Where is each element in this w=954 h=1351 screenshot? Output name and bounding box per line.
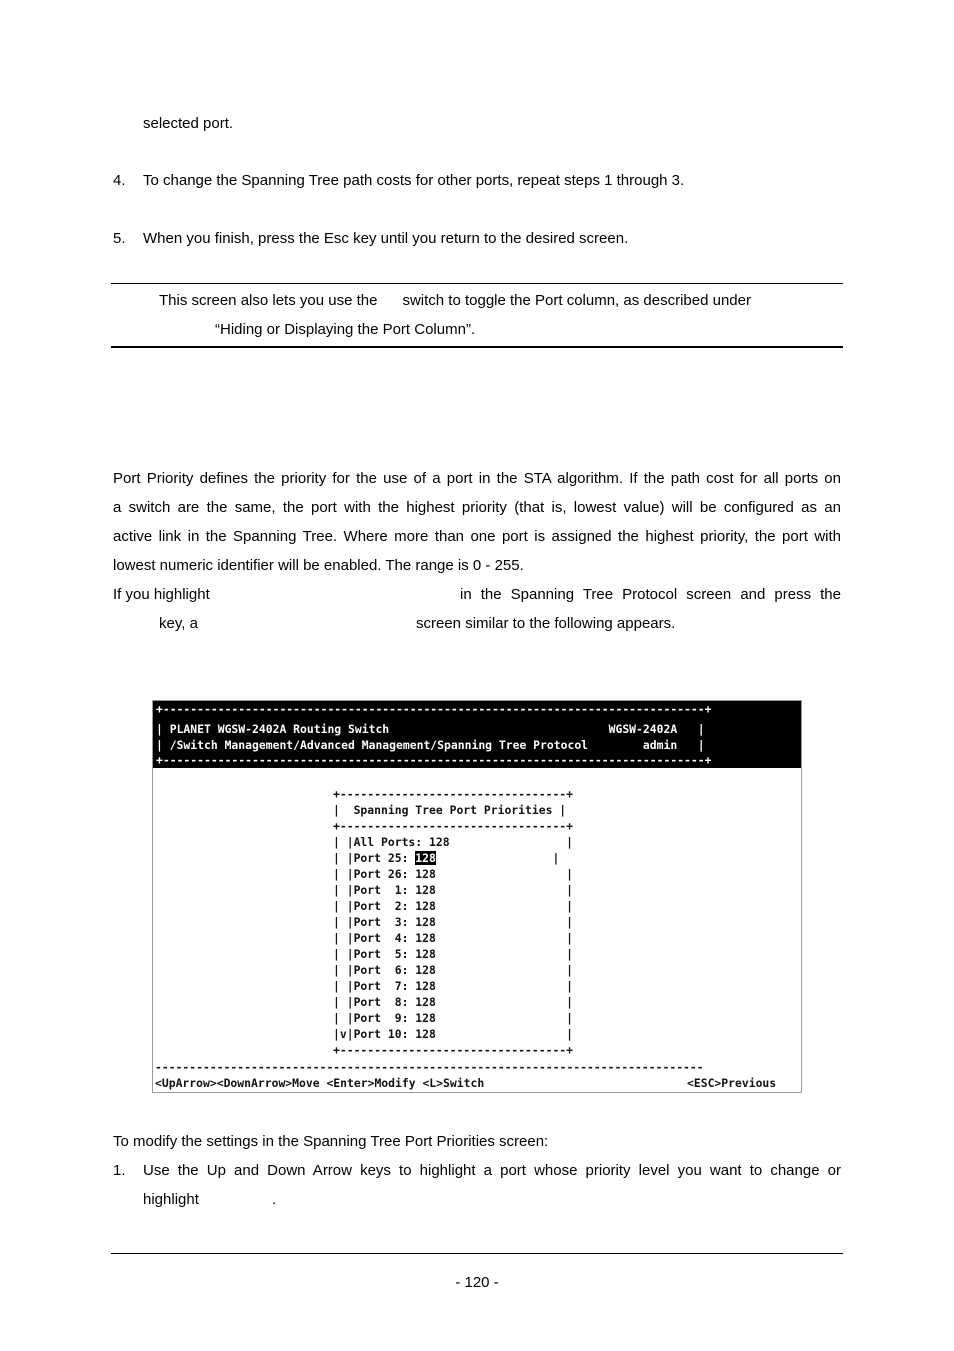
header-path-line: | /Switch Management/Advanced Management/Spanning Tree Protocol admin | [156, 738, 705, 752]
footer-rule: -------------------------------------------------------------------------------- [155, 1060, 704, 1074]
port-row[interactable]: | |Port 3: 128 | [333, 915, 574, 929]
step-1-number: 1. [113, 1162, 126, 1179]
priorities-box-bottom: +---------------------------------+ [333, 1043, 574, 1057]
modify-intro: To modify the settings in the Spanning Tree Port Priorities screen: [113, 1133, 549, 1150]
port-row[interactable]: | |Port 9: 128 | [333, 1011, 574, 1025]
paragraph-line-4: lowest numeric identifier will be enabled. The range is 0 - 255. [113, 557, 524, 574]
footer-rule-line [111, 1253, 843, 1254]
header-border-top: +-------------------------------------------------------------------------------+ [156, 702, 712, 716]
footer-previous[interactable]: <ESC>Previous [687, 1076, 777, 1090]
port-25-row[interactable] [333, 850, 559, 866]
step-5-number: 5. [113, 230, 126, 247]
port-row[interactable]: | |Port 2: 128 | [333, 899, 574, 913]
port-row[interactable]: | |Port 5: 128 | [333, 947, 574, 961]
port-row[interactable]: | |Port 6: 128 | [333, 963, 574, 977]
port-row[interactable]: | |Port 7: 128 | [333, 979, 574, 993]
priorities-box-top: +---------------------------------+ [333, 787, 574, 801]
all-ports-row[interactable]: | |All Ports: 128 | [333, 835, 574, 849]
paragraph-line-2: a switch are the same, the port with the highest priority (that is, lowest value) will be configured as an [113, 499, 841, 516]
step-4-number: 4. [113, 172, 126, 189]
note-top-rule [111, 283, 843, 284]
paragraph-line-1: Port Priority defines the priority for the use of a port in the STA algorithm. If the path cost for all ports on [113, 470, 841, 487]
header-title-line: | PLANET WGSW-2402A Routing Switch WGSW-2402A | [156, 722, 705, 736]
step-4-text: To change the Spanning Tree path costs for other ports, repeat steps 1 through 3. [143, 172, 685, 189]
paragraph-line-6-start: key, a [159, 615, 198, 632]
note-bottom-rule [111, 346, 843, 348]
footer-key-help: <UpArrow><DownArrow>Move <Enter>Modify <L>Switch [155, 1076, 485, 1090]
step-1-line-2-end: . [272, 1191, 277, 1208]
terminal-header [153, 701, 801, 768]
paragraph-line-6-end: screen similar to the following appears. [416, 615, 676, 632]
priorities-box-title: | Spanning Tree Port Priorities | [333, 803, 567, 817]
note-line-1: This screen also lets you use the switch to toggle the Port column, as described under [159, 292, 751, 309]
port-row[interactable]: | |Port 4: 128 | [333, 931, 574, 945]
step-1-line-1: Use the Up and Down Arrow keys to highlight a port whose priority level you want to change or [143, 1162, 841, 1179]
port-row-scroll[interactable]: |v|Port 10: 128 | [333, 1027, 574, 1041]
step-5-text: When you finish, press the Esc key until you return to the desired screen. [143, 230, 629, 247]
port-25-label: | |Port 25: [333, 851, 416, 865]
paragraph-line-3: active link in the Spanning Tree. Where more than one port is assigned the highest priority, the port with [113, 528, 841, 545]
port-25-row-end: | [435, 851, 560, 865]
note-line-2: “Hiding or Displaying the Port Column”. [215, 321, 476, 338]
page-number: - 120 - [455, 1274, 499, 1291]
port-row[interactable]: | |Port 1: 128 | [333, 883, 574, 897]
port-row[interactable]: | |Port 8: 128 | [333, 995, 574, 1009]
paragraph-line-5-start: If you highlight [113, 586, 210, 603]
top-fragment: selected port. [143, 115, 234, 132]
port-25-selected-value[interactable]: 128 [415, 851, 436, 865]
paragraph-line-5-end: in the Spanning Tree Protocol screen and press the [460, 586, 841, 603]
priorities-box-divider: +---------------------------------+ [333, 819, 574, 833]
terminal-screenshot [152, 700, 802, 1093]
header-border-bottom: +-------------------------------------------------------------------------------+ [156, 753, 712, 767]
port-row[interactable]: | |Port 26: 128 | [333, 867, 574, 881]
step-1-line-2-start: highlight [143, 1191, 199, 1208]
